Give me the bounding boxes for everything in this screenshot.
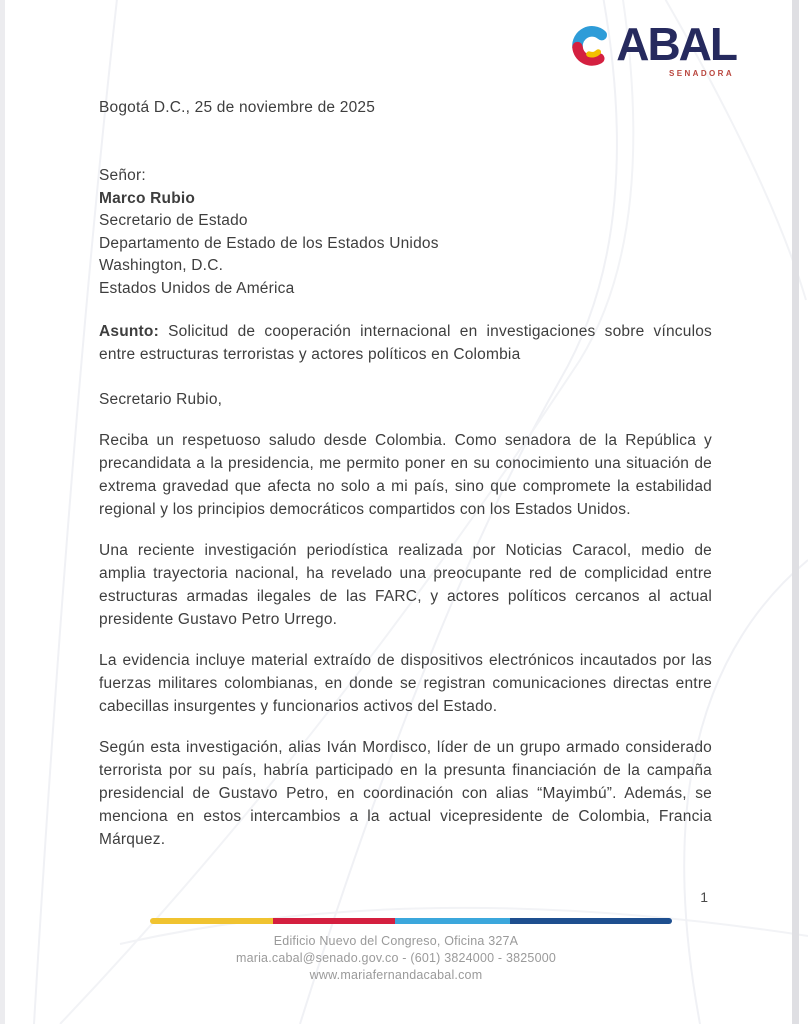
- bar-segment-lightblue: [395, 918, 510, 924]
- photo-edge-left: [0, 0, 5, 1024]
- logo-tagline: SENADORA: [669, 69, 734, 78]
- footer-website: www.mariafernandacabal.com: [309, 968, 483, 982]
- letter-body: [99, 96, 712, 851]
- subject-label: Asunto:: [99, 323, 159, 340]
- body-paragraph-4: Según esta investigación, alias Iván Mordisco, líder de un grupo armado considerado terrorista por su país, habría participado en la presunta financiación de la campaña presidencial de Gustavo Petro, en coordinación con alias “Mayimbú”. Además, se menciona en estos intercambios a la actual vicepresidente de Colombia, Francia Márquez.: [99, 739, 712, 848]
- page-number: 1: [700, 889, 708, 905]
- date-line: Bogotá D.C., 25 de noviembre de 2025: [99, 99, 376, 116]
- body-paragraph-3: La evidencia incluye material extraído de dispositivos electrónicos incautados por las fuerzas militares colombianas, en donde se registran comunicaciones directas entre cabecillas insurgentes y funcionarios activos del Estado.: [99, 652, 712, 715]
- recipient-org: Departamento de Estado de los Estados Unidos: [99, 234, 439, 252]
- footer-contact: maria.cabal@senado.gov.co - (601) 3824000 - 3825000: [235, 951, 557, 965]
- photo-edge-right: [792, 0, 799, 1024]
- c-arc-yellow: [589, 52, 598, 55]
- footer-color-bar: [150, 918, 672, 924]
- subject-text: Solicitud de cooperación internacional en investigaciones sobre vínculos entre estructuras terroristas y actores políticos en Colombia: [99, 323, 712, 363]
- logo-wordmark: ABAL: [616, 18, 736, 70]
- cabal-logo: [570, 18, 736, 78]
- subject-line: [99, 320, 712, 366]
- recipient-city: Washington, D.C.: [99, 257, 224, 274]
- recipient-title: Secretario de Estado: [99, 212, 248, 229]
- recipient-salutation: Señor:: [99, 167, 146, 184]
- bar-segment-red: [273, 918, 396, 924]
- greeting-line: Secretario Rubio,: [99, 391, 223, 408]
- bar-segment-darkblue: [510, 918, 672, 924]
- recipient-name: Marco Rubio: [99, 189, 196, 207]
- logo-wordmark-row: [570, 18, 736, 70]
- recipient-country: Estados Unidos de América: [99, 279, 295, 297]
- recipient-block: [99, 165, 712, 300]
- body-paragraph-1: Reciba un respetuoso saludo desde Colombia. Como senadora de la República y precandidata a la presidencia, me permito poner en su conocimiento una situación de extrema gravedad que afecta no solo a mi país, sino que compromete la estabilidad regional y los principios democráticos compartidos con los Estados Unidos.: [99, 432, 712, 518]
- footer-contact-block: [0, 933, 792, 984]
- footer-address: Edificio Nuevo del Congreso, Oficina 327A: [273, 934, 519, 948]
- cabal-c-logo-icon: [570, 23, 614, 67]
- bar-segment-yellow: [150, 918, 273, 924]
- body-paragraph-2: Una reciente investigación periodística realizada por Noticias Caracol, medio de amplia trayectoria nacional, ha revelado una preocupante red de complicidad entre estructuras armadas ilegales de las FARC, y actores políticos cercanos al actual presidente Gustavo Petro Urrego.: [99, 542, 712, 628]
